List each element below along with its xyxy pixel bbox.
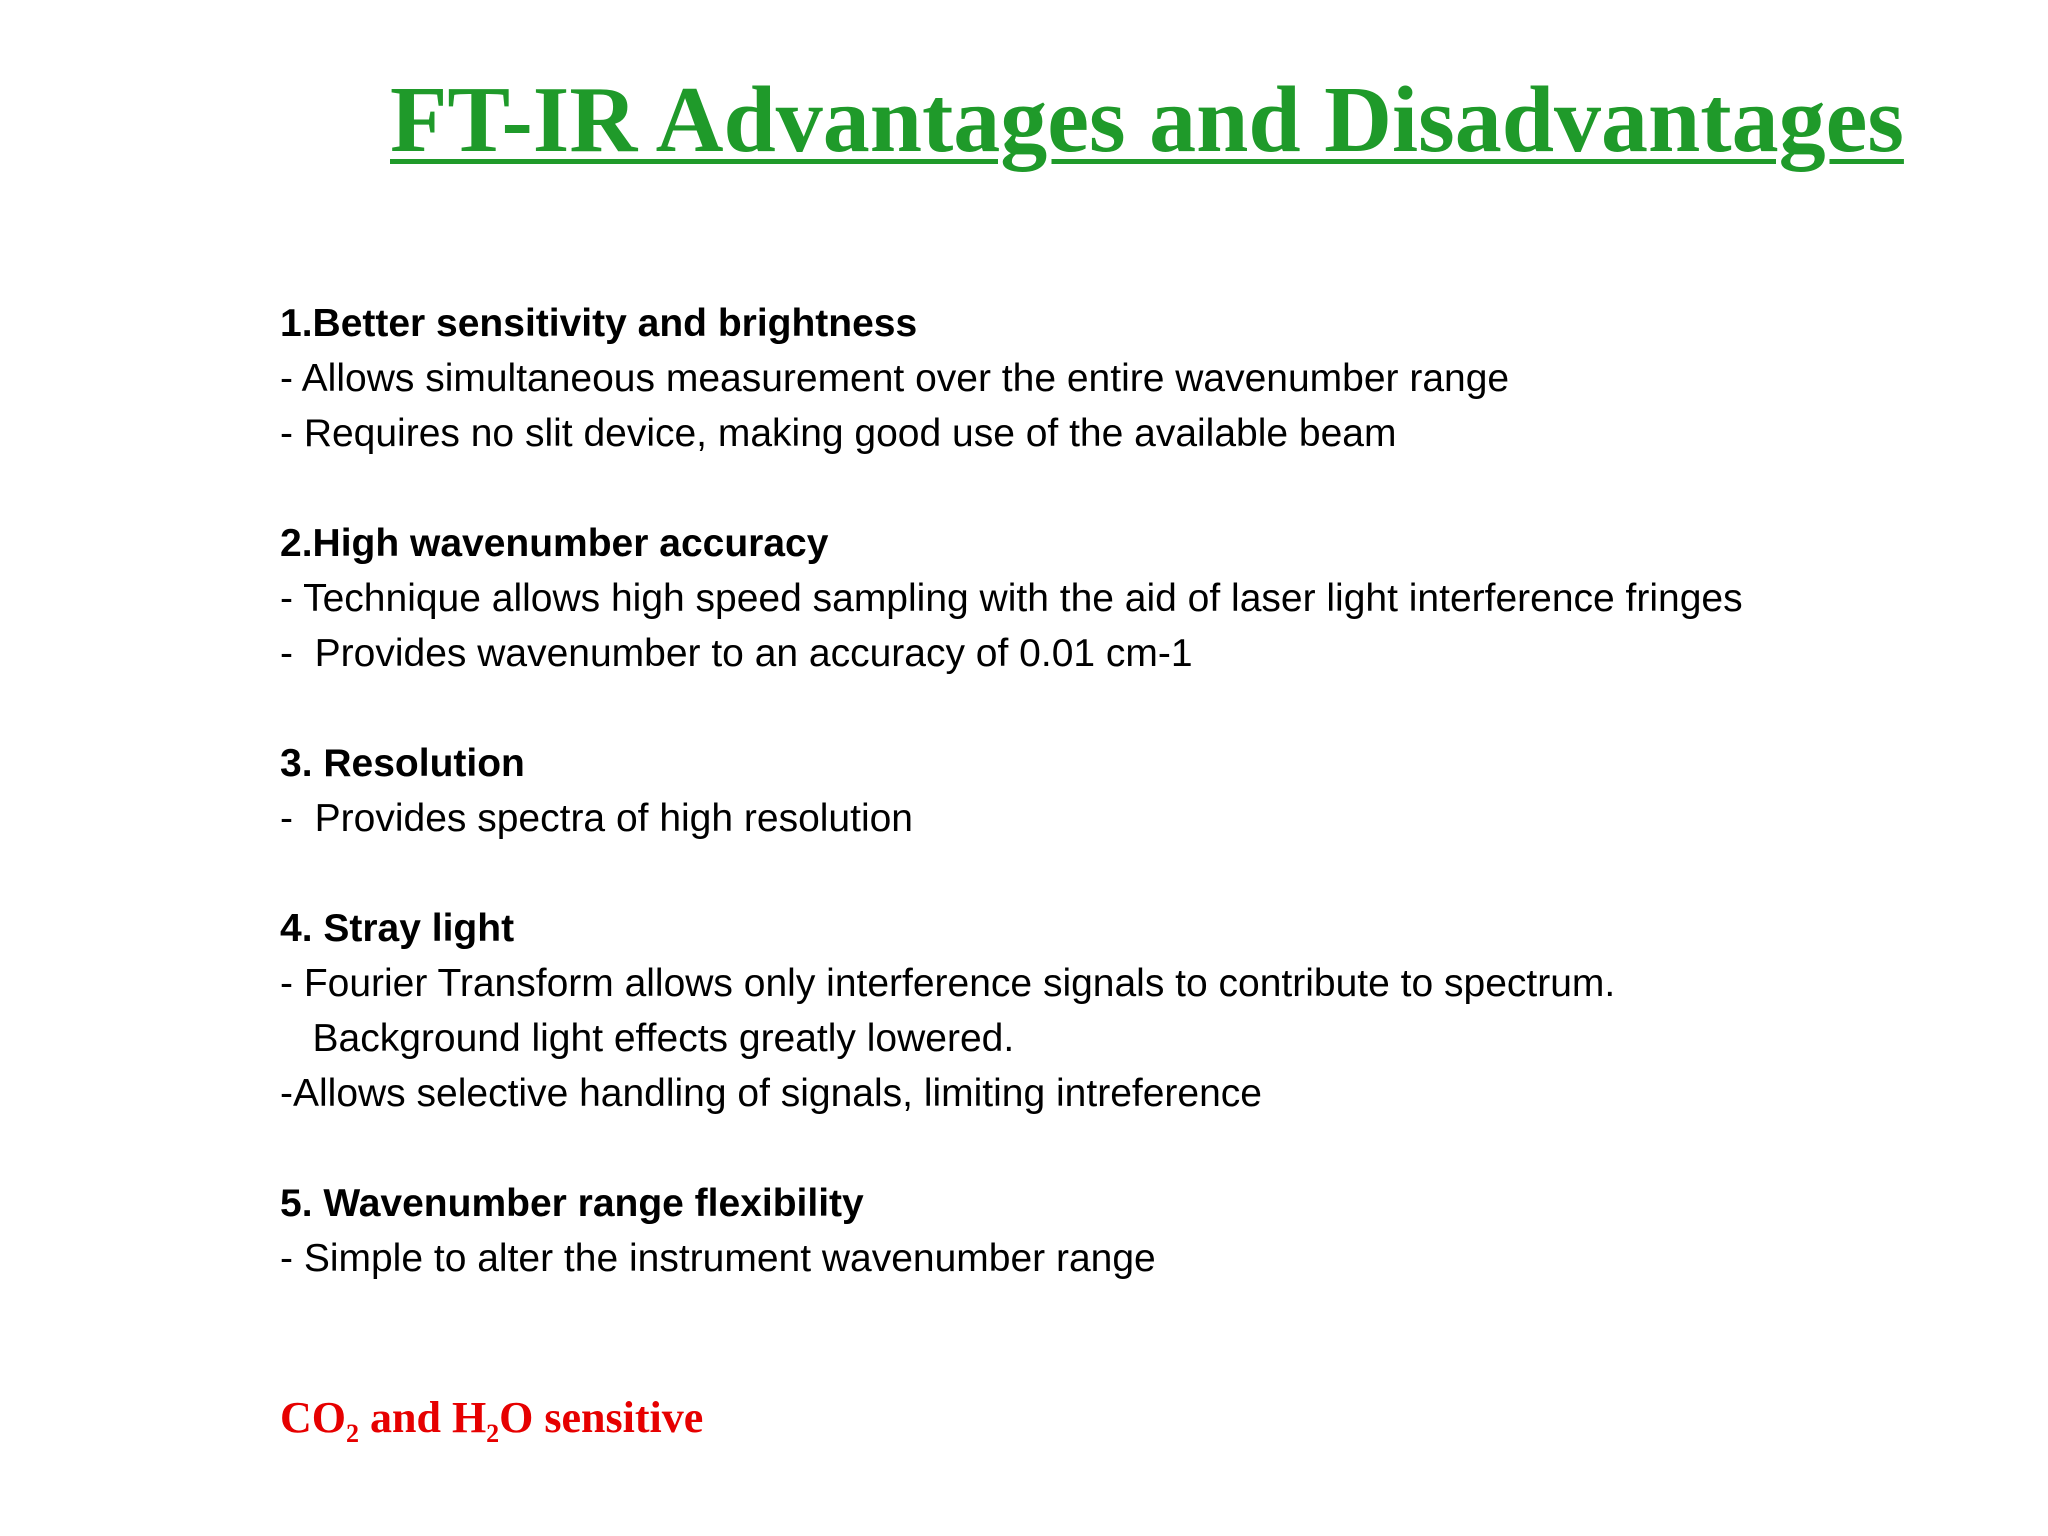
section-point: Background light effects greatly lowered. [280,1017,1015,1060]
section-point: - Provides wavenumber to an accuracy of 0.01 cm-1 [280,632,1193,675]
section-point: - Provides spectra of high resolution [280,797,913,840]
section-heading: 5. Wavenumber range flexibility [280,1182,864,1225]
spacer [280,681,1743,736]
section-point: - Technique allows high speed sampling with the aid of laser light interference fringes [280,577,1743,620]
section-stray-light [280,901,1743,1121]
section-sensitivity [280,296,1743,461]
section-point: -Allows selective handling of signals, limiting intreference [280,1072,1262,1115]
section-point: - Requires no slit device, making good use of the available beam [280,412,1397,455]
section-heading: 2.High wavenumber accuracy [280,522,829,565]
sensitive-text: O sensitive [499,1393,704,1442]
co-subscript: 2 [346,1419,359,1448]
section-heading: 3. Resolution [280,742,525,785]
h-subscript: 2 [486,1419,500,1448]
spacer [280,461,1743,516]
section-resolution [280,736,1743,846]
slide-title: FT-IR Advantages and Disadvantages [390,68,1904,172]
advantages-list [280,296,1743,1286]
section-heading: 4. Stray light [280,907,515,950]
section-heading: 1.Better sensitivity and brightness [280,302,918,345]
spacer [280,846,1743,901]
disadvantage-note [280,1390,703,1446]
section-point: - Allows simultaneous measurement over the entire wavenumber range [280,357,1510,400]
section-range-flexibility [280,1176,1743,1286]
spacer [280,1121,1743,1176]
section-point: - Fourier Transform allows only interference signals to contribute to spectrum. [280,962,1616,1005]
section-accuracy [280,516,1743,681]
co-text: CO [280,1393,346,1442]
and-h-text: and H [359,1393,487,1442]
section-point: - Simple to alter the instrument wavenumber range [280,1237,1156,1280]
